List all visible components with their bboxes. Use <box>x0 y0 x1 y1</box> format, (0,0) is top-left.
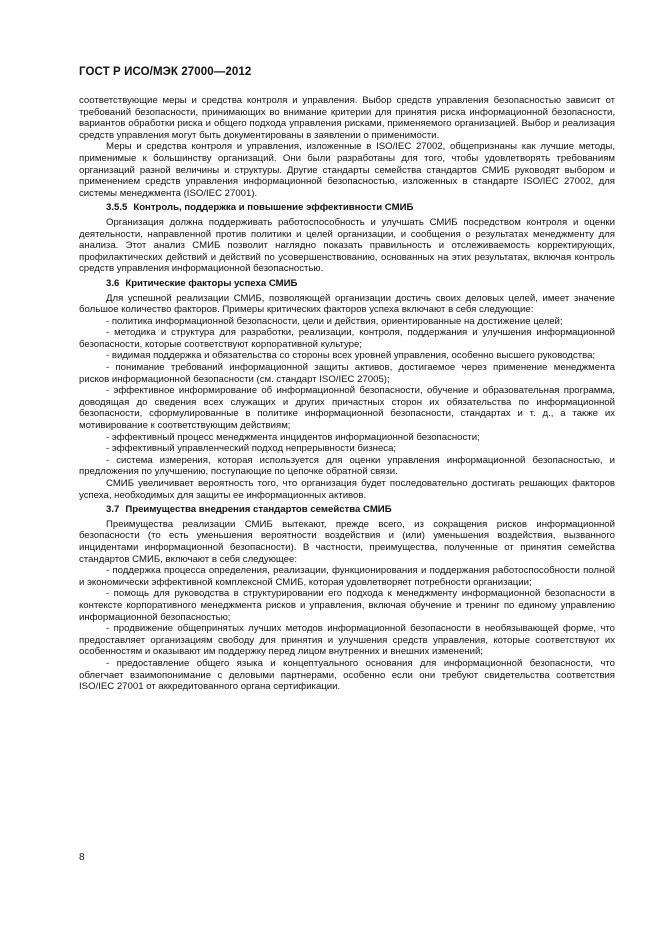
paragraph: Преимущества реализации СМИБ вытекают, прежде всего, из сокращения рисков информационной безопасности (то есть уменьшения вероятности воздействия и (или) уменьшения воздействия, вызванного инцидентами информационной безопасности). В частности, преимущества, полученные от принятия семейства стандартов СМИБ, включают в себя следующее: <box>79 518 615 565</box>
list-item: - продвижение общепринятых лучших методов информационной безопасности в необязывающей форме, что предоставляет организациям свободу для принятия и улучшения средств управления, которые соответствуют их особенностям и оказывают им поддержку перед лицом внутренних и внешних изменений; <box>79 623 615 658</box>
section-number: 3.5.5 <box>106 202 128 214</box>
section-title: Контроль, поддержка и повышение эффективности СМИБ <box>133 202 414 214</box>
section-number: 3.6 <box>106 277 120 289</box>
section-heading-3-7 <box>106 504 615 516</box>
list-item: - эффективный процесс менеджмента инцидентов информационной безопасности; <box>106 431 480 443</box>
benefits-list <box>79 565 615 693</box>
list-item: - политика информационной безопасности, цели и действия, ориентированные на достижение целей; <box>106 315 563 327</box>
list-item: - система измерения, которая используется для оценки управления информационной безопасностью, и предложения по улучшению, поступающие по цепочке обратной связи. <box>79 454 615 478</box>
paragraph: Для успешной реализации СМИБ, позволяющей организации достичь своих деловых целей, имеет значение большое количество факторов. Примеры критических факторов успеха включают в себя следующие: <box>79 292 615 316</box>
document-body <box>79 95 615 693</box>
paragraph: Меры и средства контроля и управления, изложенные в ISO/IEC 27002, общепризнаны как лучшие методы, применимые к большинству организаций. Они были разработаны для того, чтобы удовлетворять требованиям организаций разной величины и структуры. Другие стандарты семейства стандартов СМИБ руководят выбором и применением средств управления информационной безопасностью, изложенных в стандарте ISO/IEC 27002, для системы менеджмента (ISO/IEC 27001). <box>79 141 615 199</box>
list-item: - эффективный управленческий подход непрерывности бизнеса; <box>106 443 397 455</box>
page-number: 8 <box>79 852 85 863</box>
section-number: 3.7 <box>106 504 120 516</box>
section-heading-3-6 <box>106 278 615 290</box>
list-item: - понимание требований информационной защиты активов, достигаемое через применение менеджмента рисков информационной безопасности (см. стандарт ISO/IEC 27005); <box>79 362 615 385</box>
paragraph: СМИБ увеличивает вероятность того, что организация будет последовательно достигать решающих факторов успеха, необходимых для защиты ее информационных активов. <box>79 478 615 501</box>
list-item: - поддержка процесса определения, реализации, функционирования и поддержания работоспособности полной и экономически эффективной комплексной СМИБ, которая удовлетворяет потребности организации; <box>79 565 615 588</box>
document-header: ГОСТ Р ИСО/МЭК 27000—2012 <box>79 66 252 78</box>
list-item: - видимая поддержка и обязательства со стороны всех уровней управления, особенно высшего руководства; <box>106 350 596 362</box>
list-item: - методика и структура для разработки, реализации, контроля, поддержания и улучшения информационной безопасности, которые соответствуют корпоративной культуре; <box>79 327 615 350</box>
section-title: Критические факторы успеха СМИБ <box>125 277 298 289</box>
list-item: - предоставление общего языка и концептуального основания для информационной безопасности, что облегчает взаимопонимание с деловыми партнерами, особенно если они требуют свидетельства соответствия ISO/IEC 27001 от аккредитованного органа сертификации. <box>79 657 615 693</box>
paragraph: Организация должна поддерживать работоспособность и улучшать СМИБ посредством контроля и оценки деятельности, направленной против политики и целей организации, и сообщения о результатах менеджменту для анализа. Этот анализ СМИБ позволит наглядно показать правильность и отслеживаемость корректирующих, профилактических действий и действий по усовершенствованию, основанных на этих результатах, включая контроль средств управления информационной безопасностью. <box>79 216 615 275</box>
section-heading-3-5-5 <box>106 202 615 214</box>
paragraph: соответствующие меры и средства контроля и управления. Выбор средств управления безопасностью зависит от требований безопасности, принимающих во внимание критерии для принятия риска информационной безопасности, вариантов обработки риска и общего подхода управления рисками, применяемого организацией. Выбор и реализация средств управления могут быть документированы в заявлении о применимости. <box>79 95 615 141</box>
section-title: Преимущества внедрения стандартов семейства СМИБ <box>125 504 392 516</box>
list-item: - эффективное информирование об информационной безопасности, обучение и образовательная программа, доводящая до сведения всех служащих и других причастных сторон их обязательства по информационной безопасности, сформулированные в политике информационной безопасности, стандартах и т. д., а также их мотивирование к соответствующим действиям; <box>79 385 615 432</box>
list-item: - помощь для руководства в структурировании его подхода к менеджменту информационной безопасности в контексте корпоративного менеджмента рисков и управления, включая обучение и тренинг по единому управлению информационной безопасностью; <box>79 588 615 623</box>
success-factors-list <box>79 316 615 478</box>
